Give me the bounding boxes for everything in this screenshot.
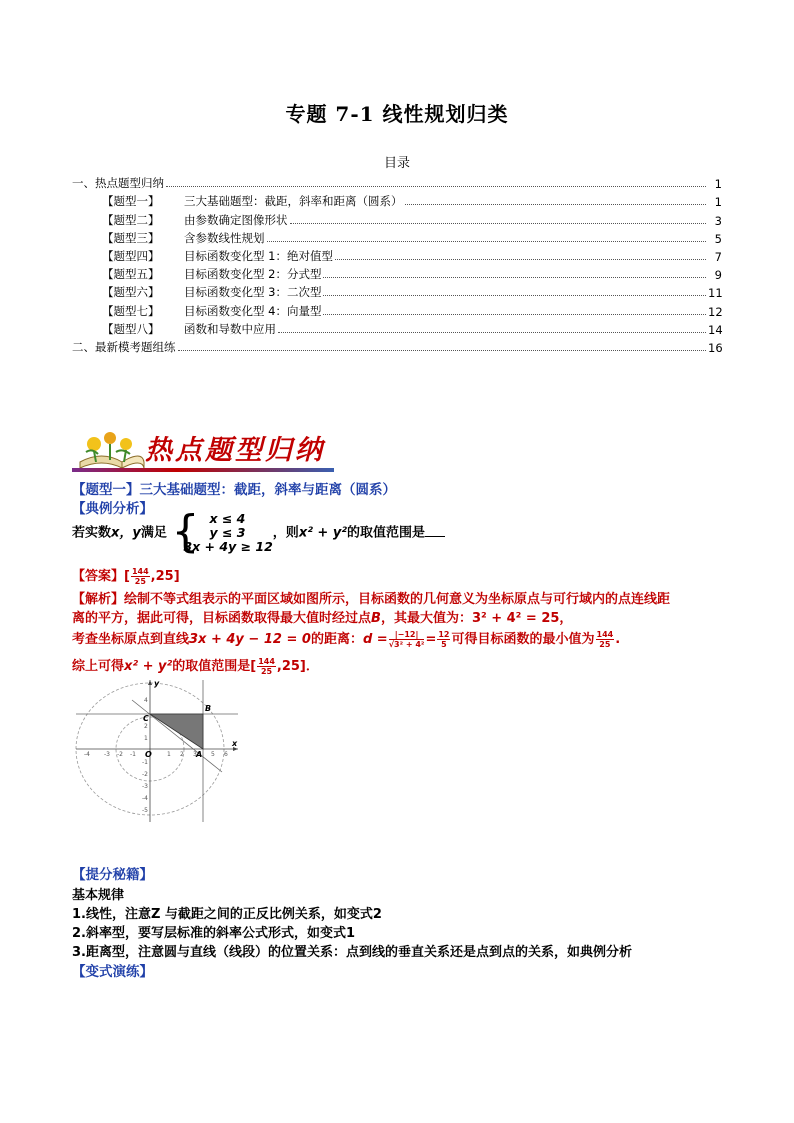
toc-item-page: 5 bbox=[714, 231, 722, 246]
svg-text:2: 2 bbox=[144, 723, 148, 730]
answer-blank bbox=[425, 524, 445, 537]
svg-text:1: 1 bbox=[167, 751, 171, 758]
toc-leader-dots bbox=[178, 350, 707, 351]
point-b-label: B bbox=[205, 704, 212, 713]
toc-item-page: 12 bbox=[708, 304, 723, 319]
analysis-line-2: 离的平方，据此可得，目标函数取得最大值时经过点B，其最大值为：3² + 4² = 25， bbox=[72, 611, 573, 626]
toc-item-tag: 【题型七】 bbox=[102, 303, 160, 318]
toc-item[interactable] bbox=[72, 228, 722, 246]
toc-item-label: 含参数线性规划 bbox=[184, 230, 265, 245]
toc-item-label: 目标函数变化型 1：绝对值型 bbox=[184, 248, 333, 263]
toc-leader-dots bbox=[405, 204, 707, 205]
toc-item[interactable] bbox=[72, 282, 722, 300]
svg-text:-2: -2 bbox=[142, 771, 148, 778]
banner-title: 热点题型归纳 bbox=[145, 435, 325, 466]
toc-item-page: 7 bbox=[714, 249, 722, 264]
toc-item-page: 9 bbox=[714, 268, 722, 283]
analysis-line-3: 考查坐标原点到直线3x + 4y − 12 = 0的距离：d = $\frac{|-12|}{\text{√3² + 4²}}$ = $\frac{12}{5}$ 可得目标函数的最小值为 $\frac{144}{25}$ . bbox=[72, 630, 621, 649]
toc-item-label: 目标函数变化型 4：向量型 bbox=[184, 303, 322, 318]
svg-text:1: 1 bbox=[144, 735, 148, 742]
svg-text:-5: -5 bbox=[142, 807, 148, 814]
toc-item[interactable] bbox=[72, 173, 722, 191]
svg-text:-1: -1 bbox=[130, 751, 136, 758]
y-axis-label: y bbox=[154, 679, 160, 688]
toc-item-label: 由参数确定图像形状 bbox=[184, 212, 288, 227]
analysis-line-1: 【解析】绘制不等式组表示的平面区域如图所示，目标函数的几何意义为坐标原点与可行域内的点连线距 bbox=[72, 592, 671, 607]
toc-item[interactable] bbox=[72, 337, 722, 355]
banner-underline bbox=[72, 468, 334, 472]
svg-text:-3: -3 bbox=[142, 783, 148, 790]
svg-text:6: 6 bbox=[224, 751, 228, 758]
inequality-system: { x ≤ 4 y ≤ 3 3x + 4y ≥ 12 bbox=[171, 506, 273, 557]
tips-heading: 【提分秘籍】 bbox=[72, 867, 153, 883]
toc-leader-dots bbox=[323, 295, 706, 296]
svg-text:2: 2 bbox=[180, 751, 184, 758]
toc-item[interactable] bbox=[72, 300, 722, 318]
toc-item-label: 目标函数变化型 3：二次型 bbox=[184, 285, 322, 300]
tip-1: 1.线性，注意Z 与截距之间的正反比例关系，如变式2 bbox=[72, 907, 382, 922]
toc-item-tag: 【题型三】 bbox=[102, 230, 160, 245]
table-of-contents bbox=[72, 173, 722, 355]
point-c-label: C bbox=[143, 714, 149, 723]
toc-item[interactable] bbox=[72, 209, 722, 227]
svg-text:5: 5 bbox=[211, 751, 215, 758]
tip-2: 2.斜率型，要写层标准的斜率公式形式，如变式1 bbox=[72, 926, 356, 941]
toc-item[interactable] bbox=[72, 191, 722, 209]
toc-item-tag: 【题型五】 bbox=[102, 267, 160, 282]
section-heading bbox=[72, 478, 722, 498]
svg-text:4: 4 bbox=[144, 697, 148, 704]
toc-item-tag: 【题型四】 bbox=[102, 248, 160, 263]
svg-text:3: 3 bbox=[193, 751, 197, 758]
example-heading: 【典例分析】 bbox=[72, 501, 153, 517]
toc-item-page: 3 bbox=[714, 213, 722, 228]
page-title: 专题 7-1 线性规划归类 bbox=[285, 102, 509, 126]
toc-item[interactable] bbox=[72, 264, 722, 282]
practice-heading: 【变式演练】 bbox=[72, 964, 153, 980]
toc-item-label: 三大基础题型：截距，斜率和距离（圆系） bbox=[184, 194, 403, 209]
toc-leader-dots bbox=[278, 332, 706, 333]
toc-item-label: 一、热点题型归纳 bbox=[72, 176, 164, 191]
x-axis-label: x bbox=[232, 739, 238, 748]
tip-3: 3.距离型，注意圆与直线（线段）的位置关系：点到线的垂直关系还是点到点的关系，如典例分析 bbox=[72, 945, 632, 960]
point-a-label: A bbox=[196, 750, 203, 759]
toc-item-label: 目标函数变化型 2：分式型 bbox=[184, 267, 322, 282]
section-title: 三大基础题型：截距，斜率与距离（圆系） bbox=[139, 482, 396, 498]
toc-leader-dots bbox=[290, 223, 707, 224]
toc-leader-dots bbox=[267, 241, 707, 242]
svg-text:-4: -4 bbox=[142, 795, 148, 802]
toc-leader-dots bbox=[335, 259, 706, 260]
toc-item[interactable] bbox=[72, 246, 722, 264]
toc-item-tag: 【题型六】 bbox=[102, 285, 160, 300]
origin-label: O bbox=[145, 750, 152, 759]
toc-item-label: 函数和导数中应用 bbox=[184, 321, 276, 336]
toc-item-page: 1 bbox=[714, 195, 722, 210]
toc-heading: 目录 bbox=[383, 156, 410, 171]
svg-text:-4: -4 bbox=[84, 751, 90, 758]
toc-item-page: 14 bbox=[708, 322, 723, 337]
toc-item[interactable] bbox=[72, 319, 722, 337]
feasible-region bbox=[150, 714, 203, 749]
svg-text:-1: -1 bbox=[142, 759, 148, 766]
answer-line: 【答案】[ $\frac{144}{25}$ ,25] bbox=[72, 567, 180, 586]
svg-text:-2: -2 bbox=[117, 751, 123, 758]
toc-leader-dots bbox=[323, 277, 706, 278]
toc-item-tag: 【题型二】 bbox=[102, 212, 160, 227]
tips-subheading: 基本规律 bbox=[72, 888, 125, 903]
toc-item-page: 16 bbox=[708, 340, 723, 355]
section-tag: 【题型一】 bbox=[72, 482, 140, 498]
toc-item-tag: 【题型一】 bbox=[102, 194, 160, 209]
toc-leader-dots bbox=[323, 314, 706, 315]
toc-item-page: 11 bbox=[708, 286, 723, 301]
toc-leader-dots bbox=[166, 186, 706, 187]
toc-item-page: 1 bbox=[714, 177, 722, 192]
toc-item-tag: 【题型八】 bbox=[102, 321, 160, 336]
toc-item-label: 二、最新模考题组练 bbox=[72, 339, 176, 354]
svg-text:-3: -3 bbox=[104, 751, 110, 758]
feasible-region-graph bbox=[72, 676, 242, 826]
analysis-line-4: 综上可得x² + y²的取值范围是[ $\frac{144}{25}$ ,25]． bbox=[72, 657, 319, 676]
question: 若实数x，y满足 { x ≤ 4 y ≤ 3 3x + 4y ≥ 12 ，则x² + y²的取值范围是 bbox=[72, 512, 722, 554]
